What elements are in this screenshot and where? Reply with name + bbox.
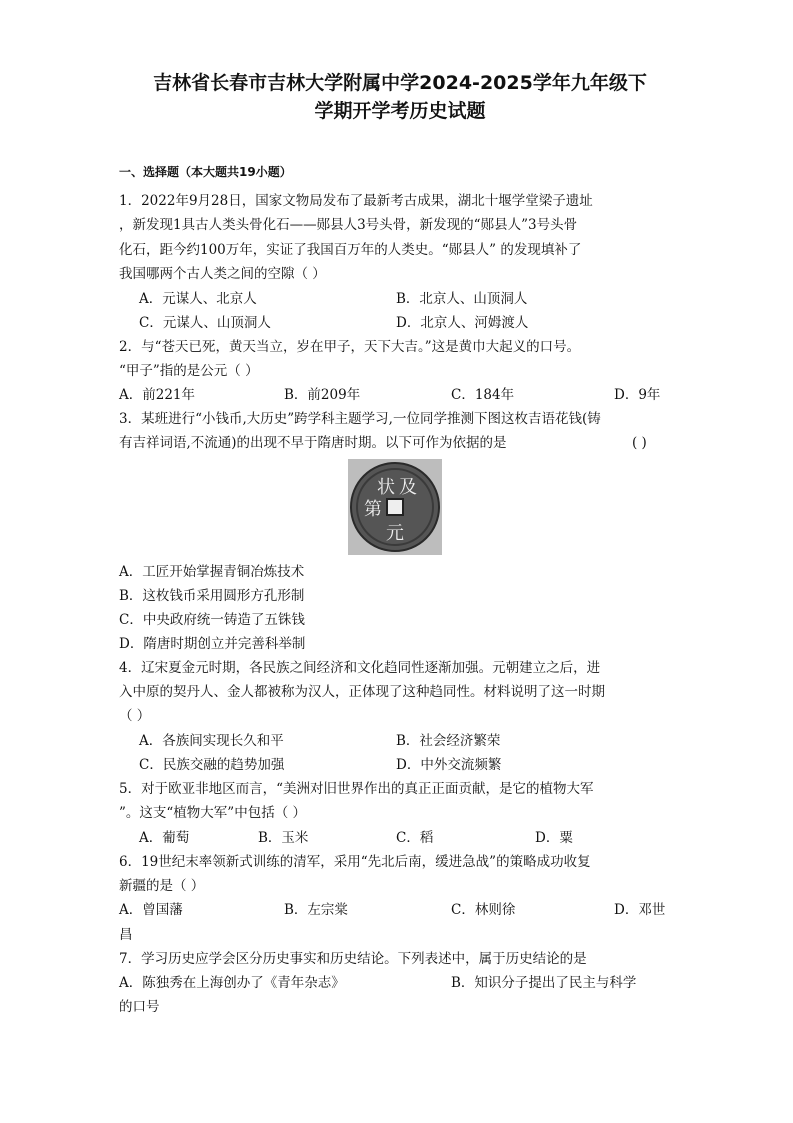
coin-char: 元	[386, 523, 404, 544]
option-a[interactable]: A．各族间实现长久和平	[139, 733, 284, 749]
option-d[interactable]: D．9年	[614, 387, 661, 403]
page-title-line-1: 吉林省长春市吉林大学附属中学2024-2025学年九年级下	[153, 72, 647, 94]
coin-char: 状	[377, 477, 395, 498]
question-text-line: ”。这支“植物大军”中包括（ ）	[119, 805, 306, 821]
option-a[interactable]: A．工匠开始掌握青铜冶炼技术	[119, 564, 305, 580]
option-b[interactable]: B．北京人、山顶洞人	[396, 291, 528, 307]
option-d[interactable]: D．粟	[535, 830, 573, 846]
option-d[interactable]: D．隋唐时期创立并完善科举制	[119, 636, 306, 652]
option-b[interactable]: B．前209年	[284, 387, 361, 403]
question-text-line: “甲子”指的是公元（ ）	[119, 363, 259, 379]
question-text-line: 7．学习历史应学会区分历史事实和历史结论。下列表述中，属于历史结论的是	[119, 951, 587, 967]
option-b-wrap: 的口号	[119, 999, 160, 1015]
question-text-line: 3．某班进行“小钱币,大历史”跨学科主题学习,一位同学推测下图这枚吉语花钱(铸	[119, 411, 601, 427]
question-text-line: 4．辽宋夏金元时期，各民族之间经济和文化趋同性逐渐加强。元朝建立之后，进	[119, 660, 601, 676]
section-heading: 一、选择题（本大题共19小题）	[119, 165, 292, 179]
option-a[interactable]: A．葡萄	[139, 830, 190, 846]
option-b[interactable]: B．社会经济繁荣	[396, 733, 501, 749]
page-title-line-2: 学期开学考历史试题	[314, 100, 486, 122]
coin-char: 第	[364, 499, 382, 520]
option-d-wrap: 昌	[119, 927, 133, 943]
question-text-line: 入中原的契丹人、金人都被称为汉人，正体现了这种趋同性。材料说明了这一时期	[119, 684, 605, 700]
option-b[interactable]: B．这枚钱币采用圆形方孔形制	[119, 588, 305, 604]
option-d[interactable]: D．邓世	[614, 902, 666, 918]
question-text-line: 1．2022年9月28日，国家文物局发布了最新考古成果，湖北十堰学堂梁子遗址	[119, 193, 593, 209]
question-text-line: 2．与“苍天已死，黄天当立，岁在甲子，天下大吉。”这是黄巾大起义的口号。	[119, 339, 581, 355]
option-b[interactable]: B．知识分子提出了民主与科学	[451, 975, 637, 991]
question-text-line: 我国哪两个古人类之间的空隙（ ）	[119, 266, 326, 282]
coin-image	[348, 459, 442, 555]
option-c[interactable]: C．稻	[396, 830, 434, 846]
question-text-line: 化石，距今约100万年，实证了我国百万年的人类史。“郧县人” 的发现填补了	[119, 242, 582, 258]
question-text-line: 6．19世纪末率领新式训练的清军，采用“先北后南，缓进急战”的策略成功收复	[119, 854, 591, 870]
option-c[interactable]: C．林则徐	[451, 902, 516, 918]
question-text-line: 新疆的是（ ）	[119, 878, 205, 894]
question-text-line: （ ）	[119, 708, 151, 724]
option-b[interactable]: B．左宗棠	[284, 902, 348, 918]
option-c[interactable]: C．184年	[451, 387, 515, 403]
option-d[interactable]: D．北京人、河姆渡人	[396, 315, 529, 331]
option-b[interactable]: B．玉米	[258, 830, 309, 846]
option-c[interactable]: C．民族交融的趋势加强	[139, 757, 285, 773]
option-a[interactable]: A．元谋人、北京人	[139, 291, 257, 307]
option-c[interactable]: C．中央政府统一铸造了五铢钱	[119, 612, 305, 628]
option-a[interactable]: A．曾国藩	[119, 902, 183, 918]
option-a[interactable]: A．前221年	[119, 387, 196, 403]
question-text-line: 有吉祥词语,不流通)的出现不早于隋唐时期。以下可作为依据的是	[119, 435, 507, 451]
coin-char: 及	[399, 477, 417, 498]
option-c[interactable]: C．元谋人、山顶洞人	[139, 315, 271, 331]
option-d[interactable]: D．中外交流频繁	[396, 757, 502, 773]
question-text-line: 5．对于欧亚非地区而言，“美洲对旧世界作出的真正正面贡献，是它的植物大军	[119, 781, 594, 797]
answer-bracket: ( )	[632, 435, 647, 451]
option-a[interactable]: A．陈独秀在上海创办了《青年杂志》	[119, 975, 345, 991]
question-text-line: ，新发现1具古人类头骨化石——郧县人3号头骨，新发现的“郧县人”3号头骨	[119, 217, 578, 233]
